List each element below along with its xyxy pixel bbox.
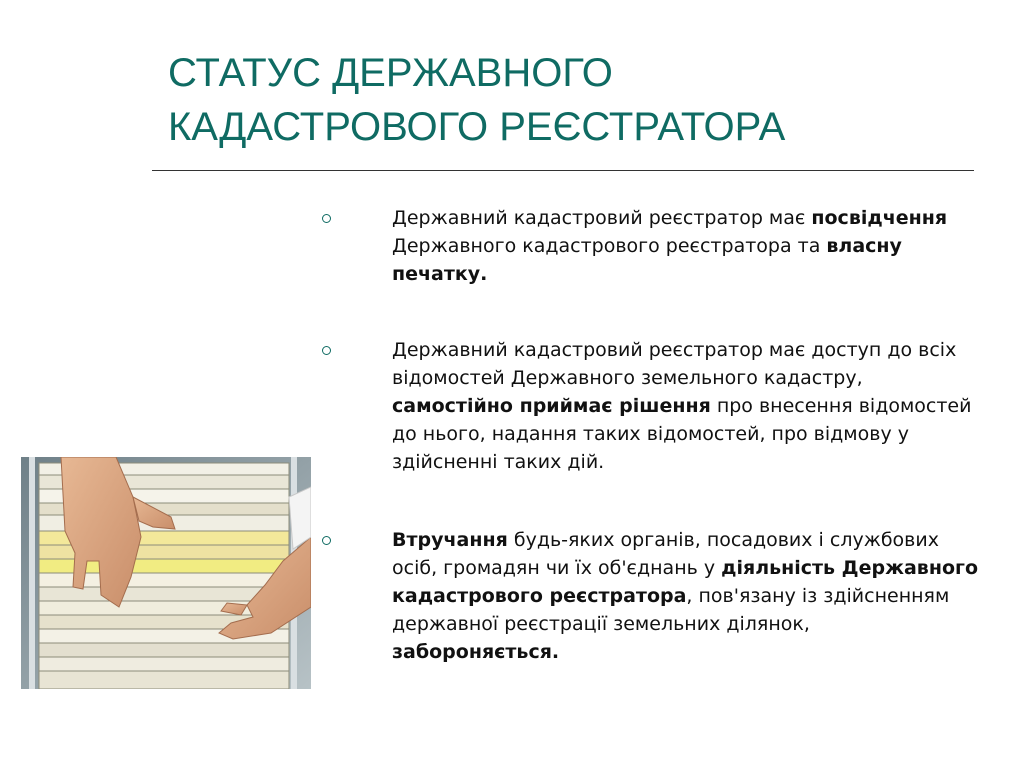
bullet-segment-bold: діяльність Державного кадастрового реєстратора bbox=[392, 557, 978, 607]
bullet-text bbox=[392, 529, 978, 663]
bullet-segment-bold: посвідчення bbox=[811, 207, 948, 229]
bullet-item-3 bbox=[320, 526, 980, 666]
bullet-segment: будь-яких органів, посадових і службових осіб, громадян чи їх об'єднань у bbox=[392, 529, 939, 579]
bullet-item-1 bbox=[320, 204, 980, 288]
slide-title bbox=[168, 46, 988, 154]
bullet-segment: про внесення відомостей до нього, надання таких відомостей, про відмову у здійсненні таких дій. bbox=[392, 395, 972, 473]
bullet-text bbox=[392, 207, 947, 285]
bullet-list bbox=[320, 204, 980, 666]
bullet-segment-bold: самостійно приймає рішення bbox=[392, 395, 711, 417]
bullet-segment: Державний кадастровий реєстратор має bbox=[392, 207, 812, 229]
bullet-segment-bold: Втручання bbox=[392, 529, 508, 551]
circle-bullet-icon bbox=[322, 536, 331, 545]
circle-bullet-icon bbox=[322, 346, 331, 355]
bullet-segment: , пов'язану із здійсненням державної реєстрації земельних ділянок, bbox=[392, 585, 950, 635]
hands-in-file-drawer-photo bbox=[21, 457, 311, 689]
bullet-item-2 bbox=[320, 336, 980, 476]
bullet-text bbox=[392, 339, 971, 473]
title-divider bbox=[152, 170, 974, 171]
slide-title-line-2: КАДАСТРОВОГО РЕЄСТРАТОРА bbox=[168, 105, 786, 149]
bullet-segment-bold: власну печатку. bbox=[392, 235, 902, 285]
slide-title-line-1: СТАТУС ДЕРЖАВНОГО bbox=[168, 51, 613, 95]
bullet-segment-bold: забороняється. bbox=[392, 641, 560, 663]
circle-bullet-icon bbox=[322, 214, 331, 223]
bullet-segment: Державний кадастровий реєстратор має доступ до всіх відомостей Державного земельного кадастру, bbox=[392, 339, 957, 389]
bullet-segment: Державного кадастрового реєстратора та bbox=[392, 235, 827, 257]
